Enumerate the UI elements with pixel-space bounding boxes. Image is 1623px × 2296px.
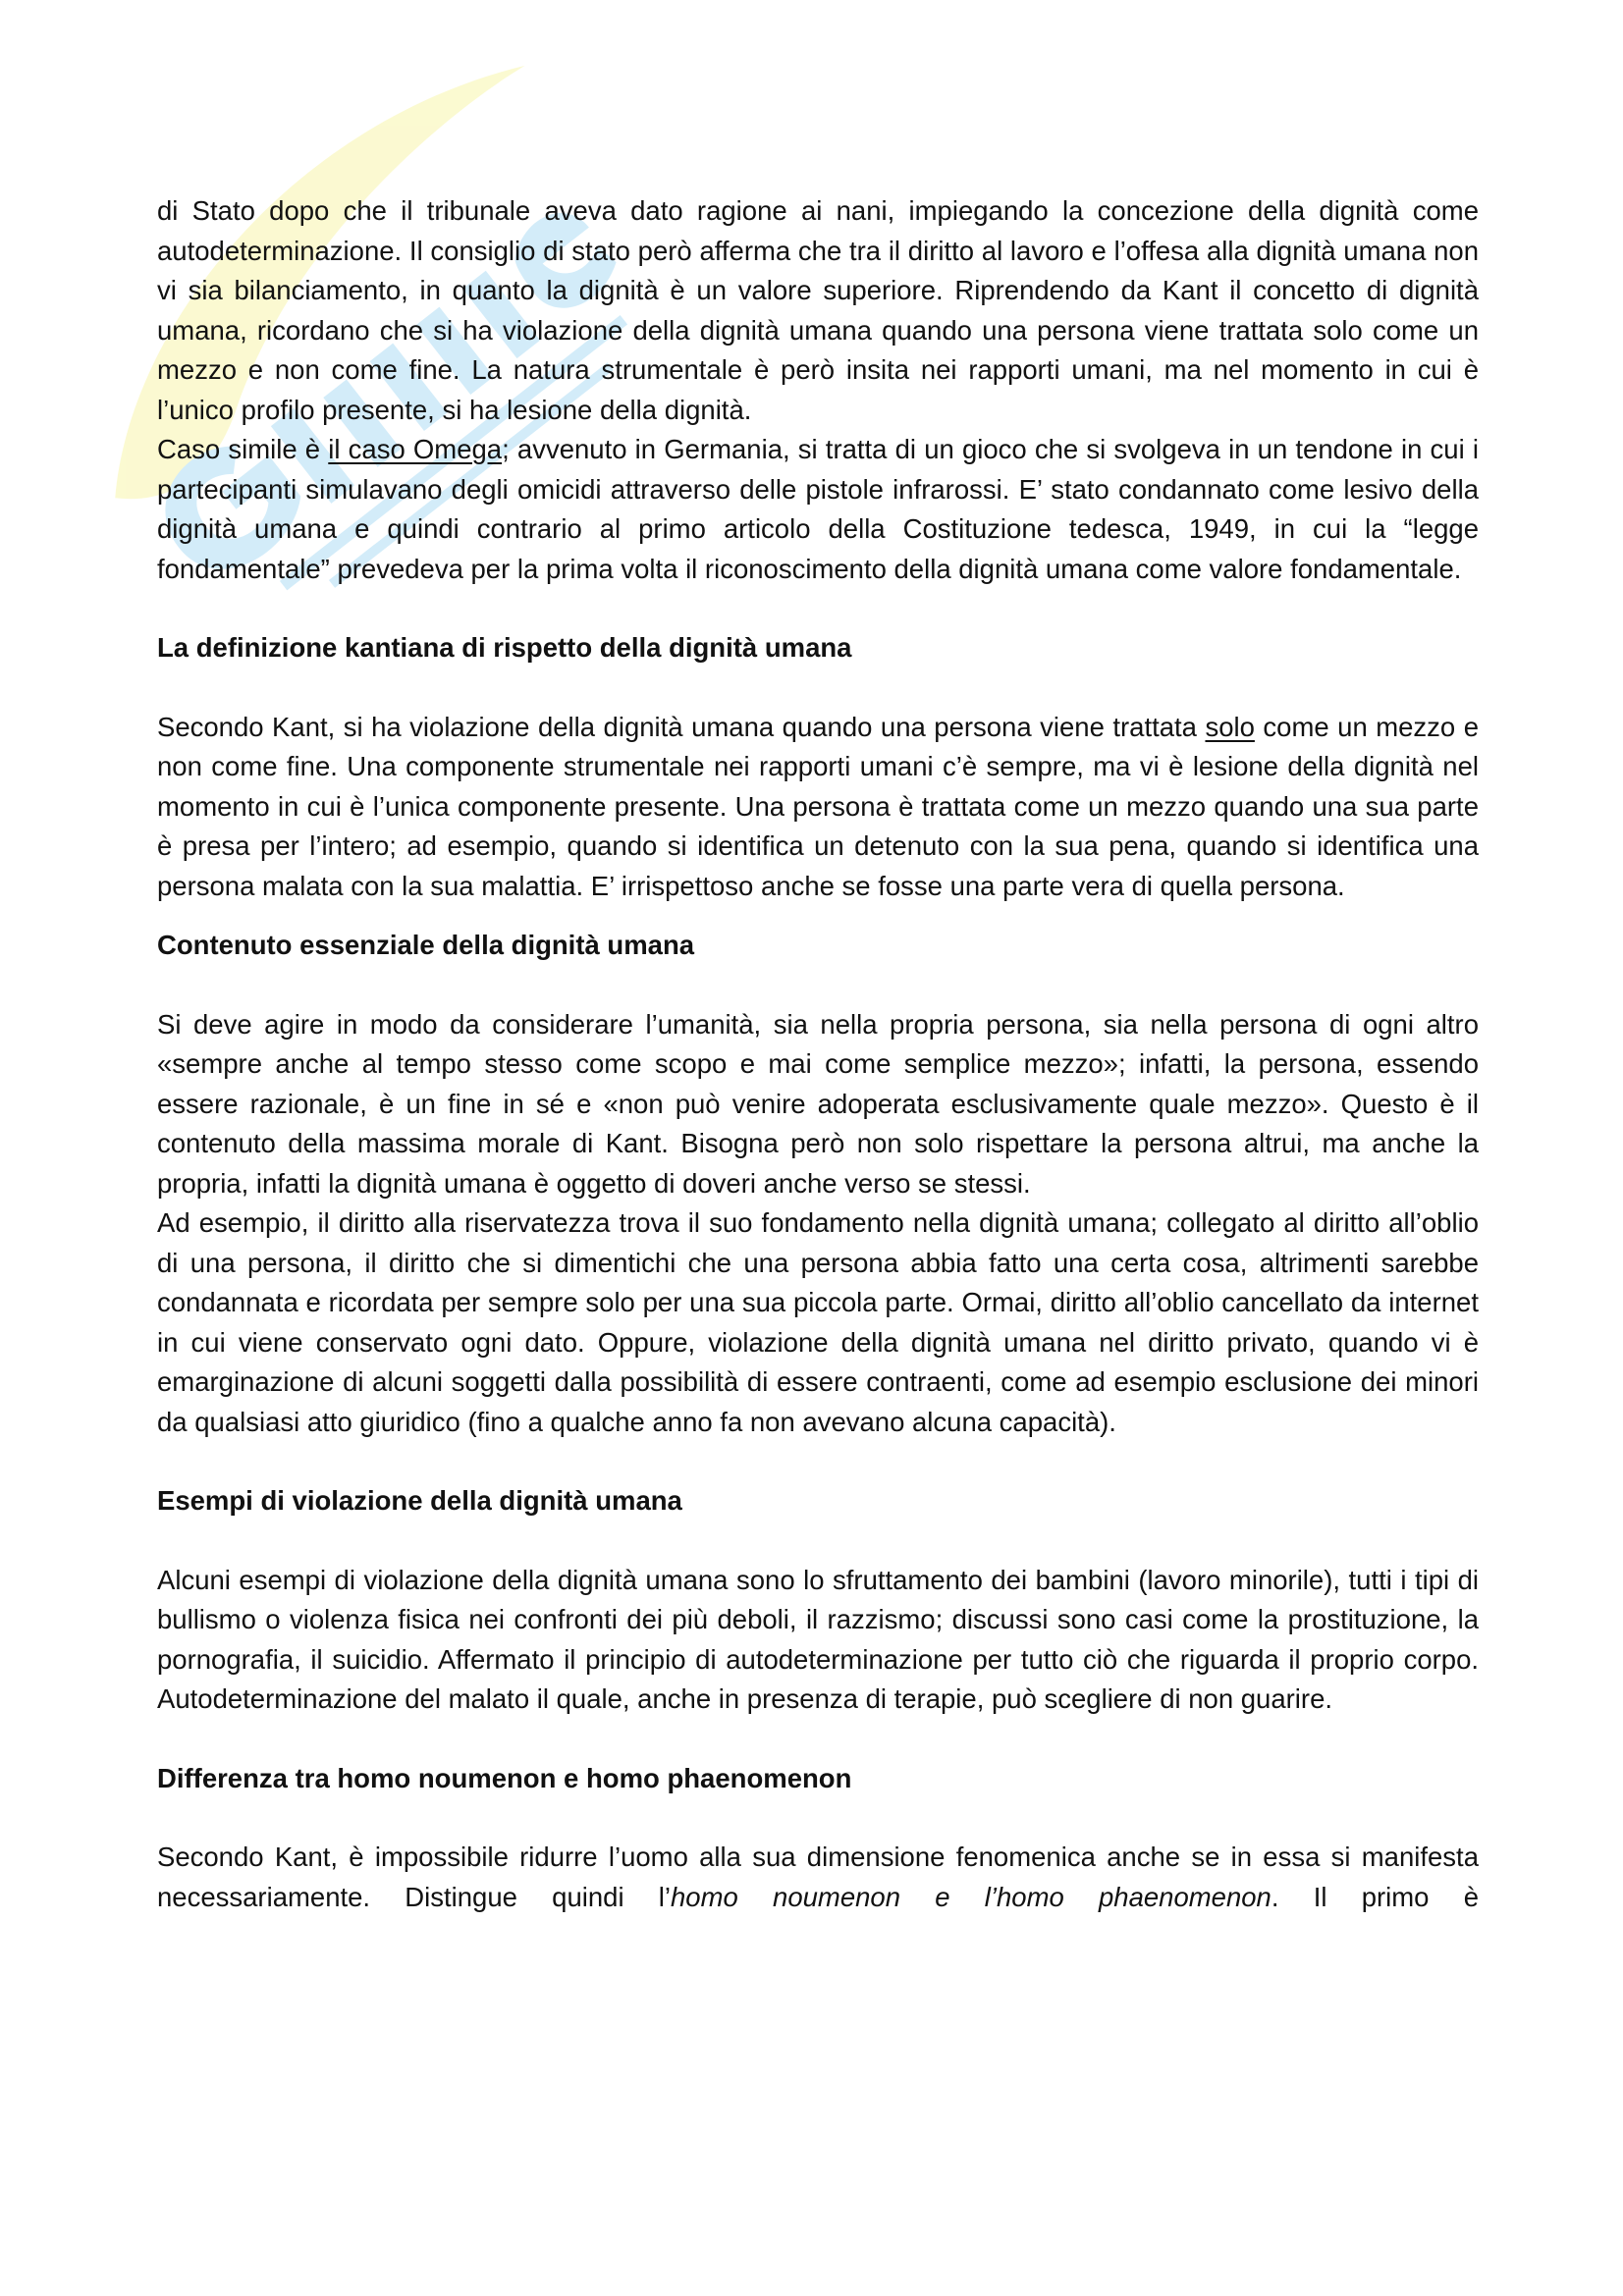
section-heading-violation-examples: Esempi di violazione della dignità umana	[157, 1485, 682, 1516]
spacer	[157, 1798, 1479, 1838]
omega-case-link[interactable]: il caso Omega	[328, 434, 503, 464]
spacer	[157, 589, 1479, 628]
spacer	[157, 906, 1479, 926]
section-heading-kant-definition: La definizione kantiana di rispetto della dignità umana	[157, 632, 852, 663]
intro-paragraph	[157, 191, 1479, 589]
kant-definition-after: come un mezzo e non come fine. Una componente strumentale nei rapporti umani c’è sempre, ma vi è lesione della dignità nel momento in cui è l’unica componente presente. Una persona è trattata come un mezzo quando una sua parte è presa per l’intero; ad esempio, quando si identifica un detenuto con la sua pena, quando si identifica una persona malata con la sua malattia. E’ irrispettoso anche se fosse una parte vera di quella persona.	[157, 711, 1479, 901]
spacer	[157, 1442, 1479, 1481]
omega-before: Caso simile è	[157, 434, 329, 464]
section-heading-homo: Differenza tra homo noumenon e homo phaenomenon	[157, 1762, 852, 1793]
essential-content-paragraph-1: Si deve agire in modo da considerare l’umanità, sia nella propria persona, sia nella persona di ogni altro «sempre anche al tempo stesso come scopo e mai come semplice mezzo»; infatti, la persona, essendo essere razionale, è un fine in sé e «non può venire adoperata esclusivamente quale mezzo». Questo è il contenuto della massima morale di Kant. Bisogna però non solo rispettare la persona altrui, ma anche la propria, infatti la dignità umana è oggetto di doveri anche verso se stessi.	[157, 1008, 1479, 1199]
omega-after: ; avvenuto in Germania, si tratta di un gioco che si svolgeva in un tendone in cui i partecipanti simulavano degli omicidi attraverso delle pistole infrarossi. E’ stato condannato come lesivo della dignità umana e quindi contrario al primo articolo della Costituzione tedesca, 1949, in cui la “legge fondamentale” prevedeva per la prima volta il riconoscimento della dignità umana come valore fondamentale.	[157, 434, 1479, 584]
kant-definition-paragraph	[157, 708, 1479, 907]
document-page	[157, 191, 1479, 1917]
homo-italic: homo noumenon e l’homo phaenomenon	[671, 1881, 1271, 1912]
violation-examples-paragraph: Alcuni esempi di violazione della dignità umana sono lo sfruttamento dei bambini (lavoro minorile), tutti i tipi di bullismo o violenza fisica nei confronti dei più deboli, il razzismo; discussi sono casi come la prostituzione, la pornografia, il suicidio. Affermato il principio di autodeterminazione per tutto ciò che riguarda il proprio corpo. Autodeterminazione del malato il quale, anche in presenza di terapie, può scegliere di non guarire.	[157, 1564, 1479, 1714]
spacer	[157, 668, 1479, 708]
homo-paragraph	[157, 1838, 1479, 1917]
spacer	[157, 1522, 1479, 1561]
homo-before: Secondo Kant, è impossibile ridurre l’uomo alla sua dimensione fenomenica anche se in essa si manifesta necessariamente. Distingue quindi l’	[157, 1842, 1479, 1912]
intro-text: di Stato dopo che il tribunale aveva dato ragione ai nani, impiegando la concezione della dignità come autodeterminazione. Il consiglio di stato però afferma che tra il diritto al lavoro e l’offesa alla dignità umana non vi sia bilanciamento, in quanto la dignità è un valore superiore. Riprendendo da Kant il concetto di dignità umana, ricordano che si ha violazione della dignità umana quando una persona viene trattata solo come un mezzo e non come fine. La natura strumentale è però insita nei rapporti umani, ma nel momento in cui è l’unico profilo presente, si ha lesione della dignità.	[157, 195, 1479, 425]
kant-definition-before: Secondo Kant, si ha violazione della dignità umana quando una persona viene trattata	[157, 711, 1206, 742]
kant-definition-underlined: solo	[1205, 711, 1255, 742]
homo-after: . Il primo è	[1271, 1881, 1479, 1912]
spacer	[157, 966, 1479, 1005]
section-heading-essential-content: Contenuto essenziale della dignità umana	[157, 930, 695, 960]
essential-content-paragraph-2: Ad esempio, il diritto alla riservatezza trova il suo fondamento nella dignità umana; collegato al diritto all’oblio di una persona, il diritto che si dimentichi che una persona abbia fatto una certa cosa, altrimenti sarebbe condannata e ricordata per sempre solo per una sua piccola parte. Ormai, diritto all’oblio cancellato da internet in cui viene conservato ogni dato. Oppure, violazione della dignità umana nel diritto privato, quando vi è emarginazione di alcuni soggetti dalla possibilità di essere contraenti, come ad esempio esclusione dei minori da qualsiasi atto giuridico (fino a qualche anno fa non avevano alcuna capacità).	[157, 1207, 1479, 1437]
spacer	[157, 1720, 1479, 1759]
